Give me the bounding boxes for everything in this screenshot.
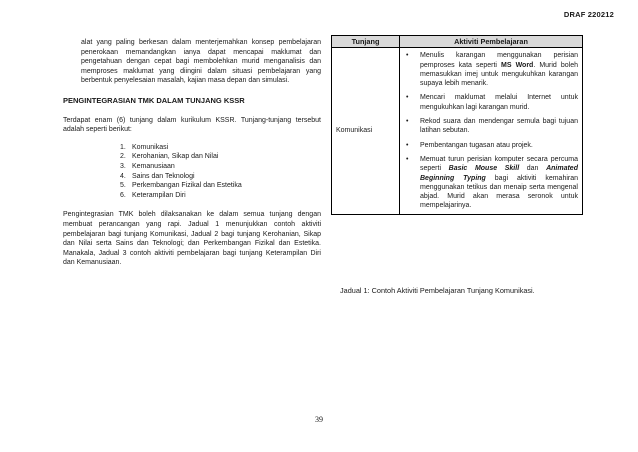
left-column (63, 38, 321, 268)
bullet-icon: • (406, 118, 409, 126)
activity-item: • Memuat turun perisian komputer secara percuma seperti Basic Mouse Skill dan Animated Beginning Typing bagi aktiviti kemahiran menggunakan tetikus dan menaip serta mengenal abjad. Murid akan merasa seronok untuk mempelajarinya. (406, 155, 579, 210)
table-header-aktiviti: Aktiviti Pembelajaran (400, 36, 583, 48)
tunjang-paragraph: Terdapat enam (6) tunjang dalam kurikulum KSSR. Tunjang-tunjang tersebut adalah seperti berikut: (63, 116, 321, 134)
bullet-icon: • (406, 155, 409, 163)
table-caption: Jadual 1: Contoh Aktiviti Pembelajaran Tunjang Komunikasi. (340, 286, 535, 295)
activity-item: • Mencari maklumat melalui Internet untuk mengukuhkan lagi karangan murid. (406, 94, 578, 111)
table-row (332, 48, 583, 214)
list-item: 4. Sains dan Teknologi (120, 172, 195, 180)
bullet-icon: • (406, 141, 409, 149)
draft-label: DRAF 220212 (563, 10, 614, 19)
list-item: 6. Keterampilan Diri (120, 191, 186, 199)
list-item: 1. Komunikasi (120, 143, 169, 151)
list-item: 3. Kemanusiaan (120, 162, 175, 170)
intro-paragraph: alat yang paling berkesan dalam menterjemahkan konsep pembelajaran penerokaan memandangkan ianya dapat mencapai maklumat dan pengetahuan dengan cepat bagi membolehkan murid menganalisis dan memproses maklumat yang diingini dalam situasi pembelajaran yang berbentuk penyelesaian masalah, kajian masa depan dan simulasi. (81, 39, 321, 85)
activity-item: • Menulis karangan menggunakan perisian pemproses kata seperti MS Word. Murid boleh memasukkan imej untuk mengukuhkan karangan supaya lebih menarik. (406, 52, 579, 88)
integration-paragraph: Pengintegrasian TMK boleh dilaksanakan ke dalam semua tunjang dengan membuat perancangan yang rapi. Jadual 1 menunjukkan contoh aktiviti pembelajaran bagi tunjang Komunikasi, Jadual 2 bagi tunjang Kerohanian, Sikap dan Nilai serta Sains dan Teknologi; dan Perkembangan Fizikal dan Estetika. Manakala, Jadual 3 contoh aktiviti pembelajaran bagi tunjang Keterampilan Diri dan Kemanusiaan. (63, 211, 321, 267)
bullet-icon: • (406, 94, 409, 102)
activity-item: • Pembentangan tugasan atau projek. (406, 141, 533, 149)
list-item: 5. Perkembangan Fizikal dan Estetika (120, 182, 242, 190)
activity-item: • Rekod suara dan mendengar semula bagi tujuan latihan sebutan. (406, 118, 578, 135)
table-header-tunjang: Tunjang (332, 36, 400, 48)
tunjang-list (63, 143, 321, 201)
activities-cell (400, 48, 583, 214)
section-heading: PENGINTEGRASIAN TMK DALAM TUNJANG KSSR (63, 95, 245, 105)
page-number: 39 (315, 415, 323, 424)
bullet-icon: • (406, 52, 409, 60)
list-item: 2. Kerohanian, Sikap dan Nilai (120, 153, 219, 161)
activity-table (331, 35, 583, 215)
tunjang-cell: Komunikasi (332, 48, 400, 214)
